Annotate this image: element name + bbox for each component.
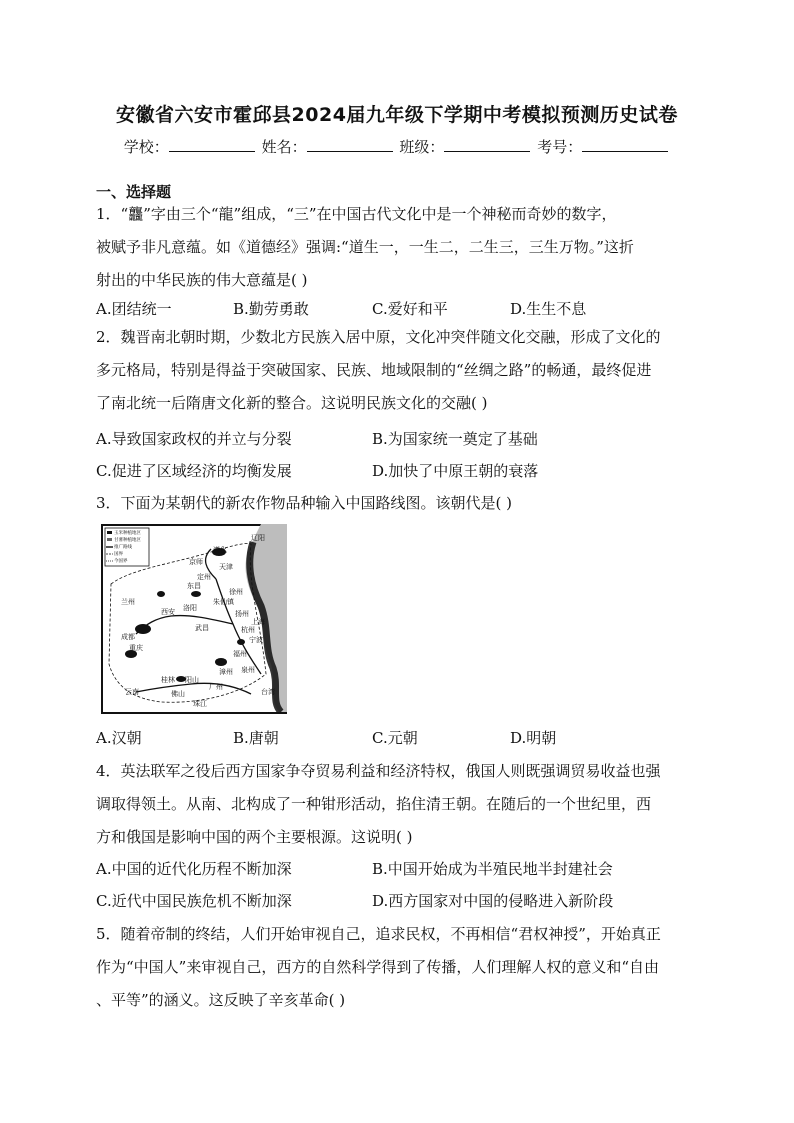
map-place-label: 广州 bbox=[209, 683, 223, 691]
map-place-label: 台湾 bbox=[261, 688, 275, 696]
map-place-label: 杭州 bbox=[241, 626, 255, 634]
question-5 bbox=[96, 918, 698, 1017]
option-a[interactable]: A.团结统一 bbox=[96, 300, 172, 318]
question-line: 5．随着帝制的终结，人们开始审视自己，追求民权，不再相信“君权神授”，开始真正 bbox=[96, 925, 661, 943]
option-c[interactable]: C.元朝 bbox=[372, 729, 418, 747]
map-legend-label: 国界 bbox=[114, 552, 123, 557]
option-d[interactable]: D.西方国家对中国的侵略进入新阶段 bbox=[372, 892, 614, 910]
map-place-label: 徐州 bbox=[229, 588, 243, 596]
option-d[interactable]: D.加快了中原王朝的衰落 bbox=[372, 462, 539, 480]
map-place-label: 佛山 bbox=[171, 690, 185, 698]
question-line: 1．“龘”字由三个“龍”组成，“三”在中国古代文化中是一个神秘而奇妙的数字， bbox=[96, 205, 617, 223]
option-b[interactable]: B.勤劳勇敢 bbox=[233, 300, 309, 318]
option-a[interactable]: A.导致国家政权的并立与分裂 bbox=[96, 430, 292, 448]
map-place-label: 兰州 bbox=[121, 598, 135, 606]
school-blank[interactable] bbox=[169, 137, 255, 152]
map-place-label: 遵化 bbox=[213, 546, 227, 554]
option-a[interactable]: A.中国的近代化历程不断加深 bbox=[96, 860, 292, 878]
class-blank[interactable] bbox=[444, 137, 530, 152]
name-label: 姓名： bbox=[261, 138, 307, 156]
option-b[interactable]: B.中国开始成为半殖民地半封建社会 bbox=[372, 860, 613, 878]
map-place-label: 天津 bbox=[219, 563, 233, 571]
question-2-options-row-1 bbox=[96, 428, 698, 450]
question-1 bbox=[96, 198, 698, 297]
question-line: 多元格局，特别是得益于突破国家、民族、地域限制的“丝绸之路”的畅通，最终促进 bbox=[96, 361, 652, 379]
question-2 bbox=[96, 321, 698, 420]
map-place-label: 漳州 bbox=[219, 668, 233, 676]
map-place-label: 西安 bbox=[161, 608, 175, 616]
map-place-label: 定州 bbox=[197, 573, 211, 581]
question-line: 射出的中华民族的伟大意蕴是( ) bbox=[96, 271, 308, 289]
map-place-label: 洛阳 bbox=[183, 604, 197, 612]
map-place-label: 上海 bbox=[251, 618, 265, 626]
map-place-label: 泉州 bbox=[241, 666, 255, 674]
map-place-label: 京师 bbox=[189, 558, 203, 566]
map-place-label: 宁波 bbox=[249, 636, 263, 644]
map-place-label: 辽阳 bbox=[251, 534, 265, 542]
exam-title: 安徽省六安市霍邱县2024届九年级下学期中考模拟预测历史试卷 bbox=[116, 104, 678, 126]
question-3 bbox=[96, 487, 698, 520]
map-place-label: 成都 bbox=[121, 633, 135, 641]
option-c[interactable]: C.促进了区域经济的均衡发展 bbox=[96, 462, 292, 480]
option-c[interactable]: C.近代中国民族危机不断加深 bbox=[96, 892, 292, 910]
map-place-label: 重庆 bbox=[129, 644, 143, 652]
map-place-label: 扬州 bbox=[235, 610, 249, 618]
option-b[interactable]: B.为国家统一奠定了基础 bbox=[372, 430, 538, 448]
map-place-label: 福州 bbox=[233, 650, 247, 658]
map-legend-label: 今国界 bbox=[114, 559, 128, 564]
question-2-options-row-2 bbox=[96, 460, 698, 482]
section-heading: 一、选择题 bbox=[96, 183, 172, 201]
question-line: 、平等”的涵义。这反映了辛亥革命( ) bbox=[96, 991, 346, 1009]
map-place-label: 珠江 bbox=[193, 700, 207, 708]
option-d[interactable]: D.生生不息 bbox=[510, 300, 587, 318]
question-line: 2．魏晋南北朝时期，少数北方民族入居中原，文化冲突伴随文化交融，形成了文化的 bbox=[96, 328, 661, 346]
question-4 bbox=[96, 755, 698, 854]
exam-number-blank[interactable] bbox=[582, 137, 668, 152]
question-line: 4．英法联军之役后西方国家争夺贸易利益和经济特权，俄国人则既强调贸易收益也强 bbox=[96, 762, 661, 780]
question-4-options-row-1 bbox=[96, 858, 698, 880]
question-1-options bbox=[96, 298, 698, 320]
exam-number-label: 考号： bbox=[537, 138, 583, 156]
map-place-label: 朱仙镇 bbox=[213, 598, 234, 606]
question-3-options bbox=[96, 727, 698, 749]
map-place-label: 桂林 bbox=[161, 676, 175, 684]
option-c[interactable]: C.爱好和平 bbox=[372, 300, 448, 318]
school-label: 学校： bbox=[123, 138, 169, 156]
question-line: 调取得领土。从南、北构成了一种钳形活动，掐住清王朝。在随后的一个世纪里，西 bbox=[96, 795, 652, 813]
question-line: 3．下面为某朝代的新农作物品种输入中国路线图。该朝代是( ) bbox=[96, 494, 513, 512]
question-4-options-row-2 bbox=[96, 890, 698, 912]
name-blank[interactable] bbox=[307, 137, 393, 152]
map-place-label: 阳山 bbox=[185, 676, 199, 684]
student-info-line bbox=[0, 136, 794, 157]
map-legend-label: 甘薯种植地区 bbox=[114, 538, 141, 543]
option-b[interactable]: B.唐朝 bbox=[233, 729, 279, 747]
map-place-label: 东昌 bbox=[187, 582, 201, 590]
map-legend-label: 推广路线 bbox=[114, 545, 132, 550]
crop-route-map bbox=[101, 524, 287, 714]
map-place-label: 云南 bbox=[125, 688, 139, 696]
map-place-label: 武昌 bbox=[195, 624, 209, 632]
question-line: 被赋予非凡意蕴。如《道德经》强调:“道生一，一生二，二生三，三生万物。”这折 bbox=[96, 238, 634, 256]
option-d[interactable]: D.明朝 bbox=[510, 729, 557, 747]
question-line: 作为“中国人”来审视自己，西方的自然科学得到了传播，人们理解人权的意义和“自由 bbox=[96, 958, 660, 976]
class-label: 班级： bbox=[399, 138, 445, 156]
option-a[interactable]: A.汉朝 bbox=[96, 729, 142, 747]
question-line: 方和俄国是影响中国的两个主要根源。这说明( ) bbox=[96, 828, 413, 846]
question-line: 了南北统一后隋唐文化新的整合。这说明民族文化的交融( ) bbox=[96, 394, 488, 412]
map-legend-label: 玉米种植地区 bbox=[114, 531, 141, 536]
